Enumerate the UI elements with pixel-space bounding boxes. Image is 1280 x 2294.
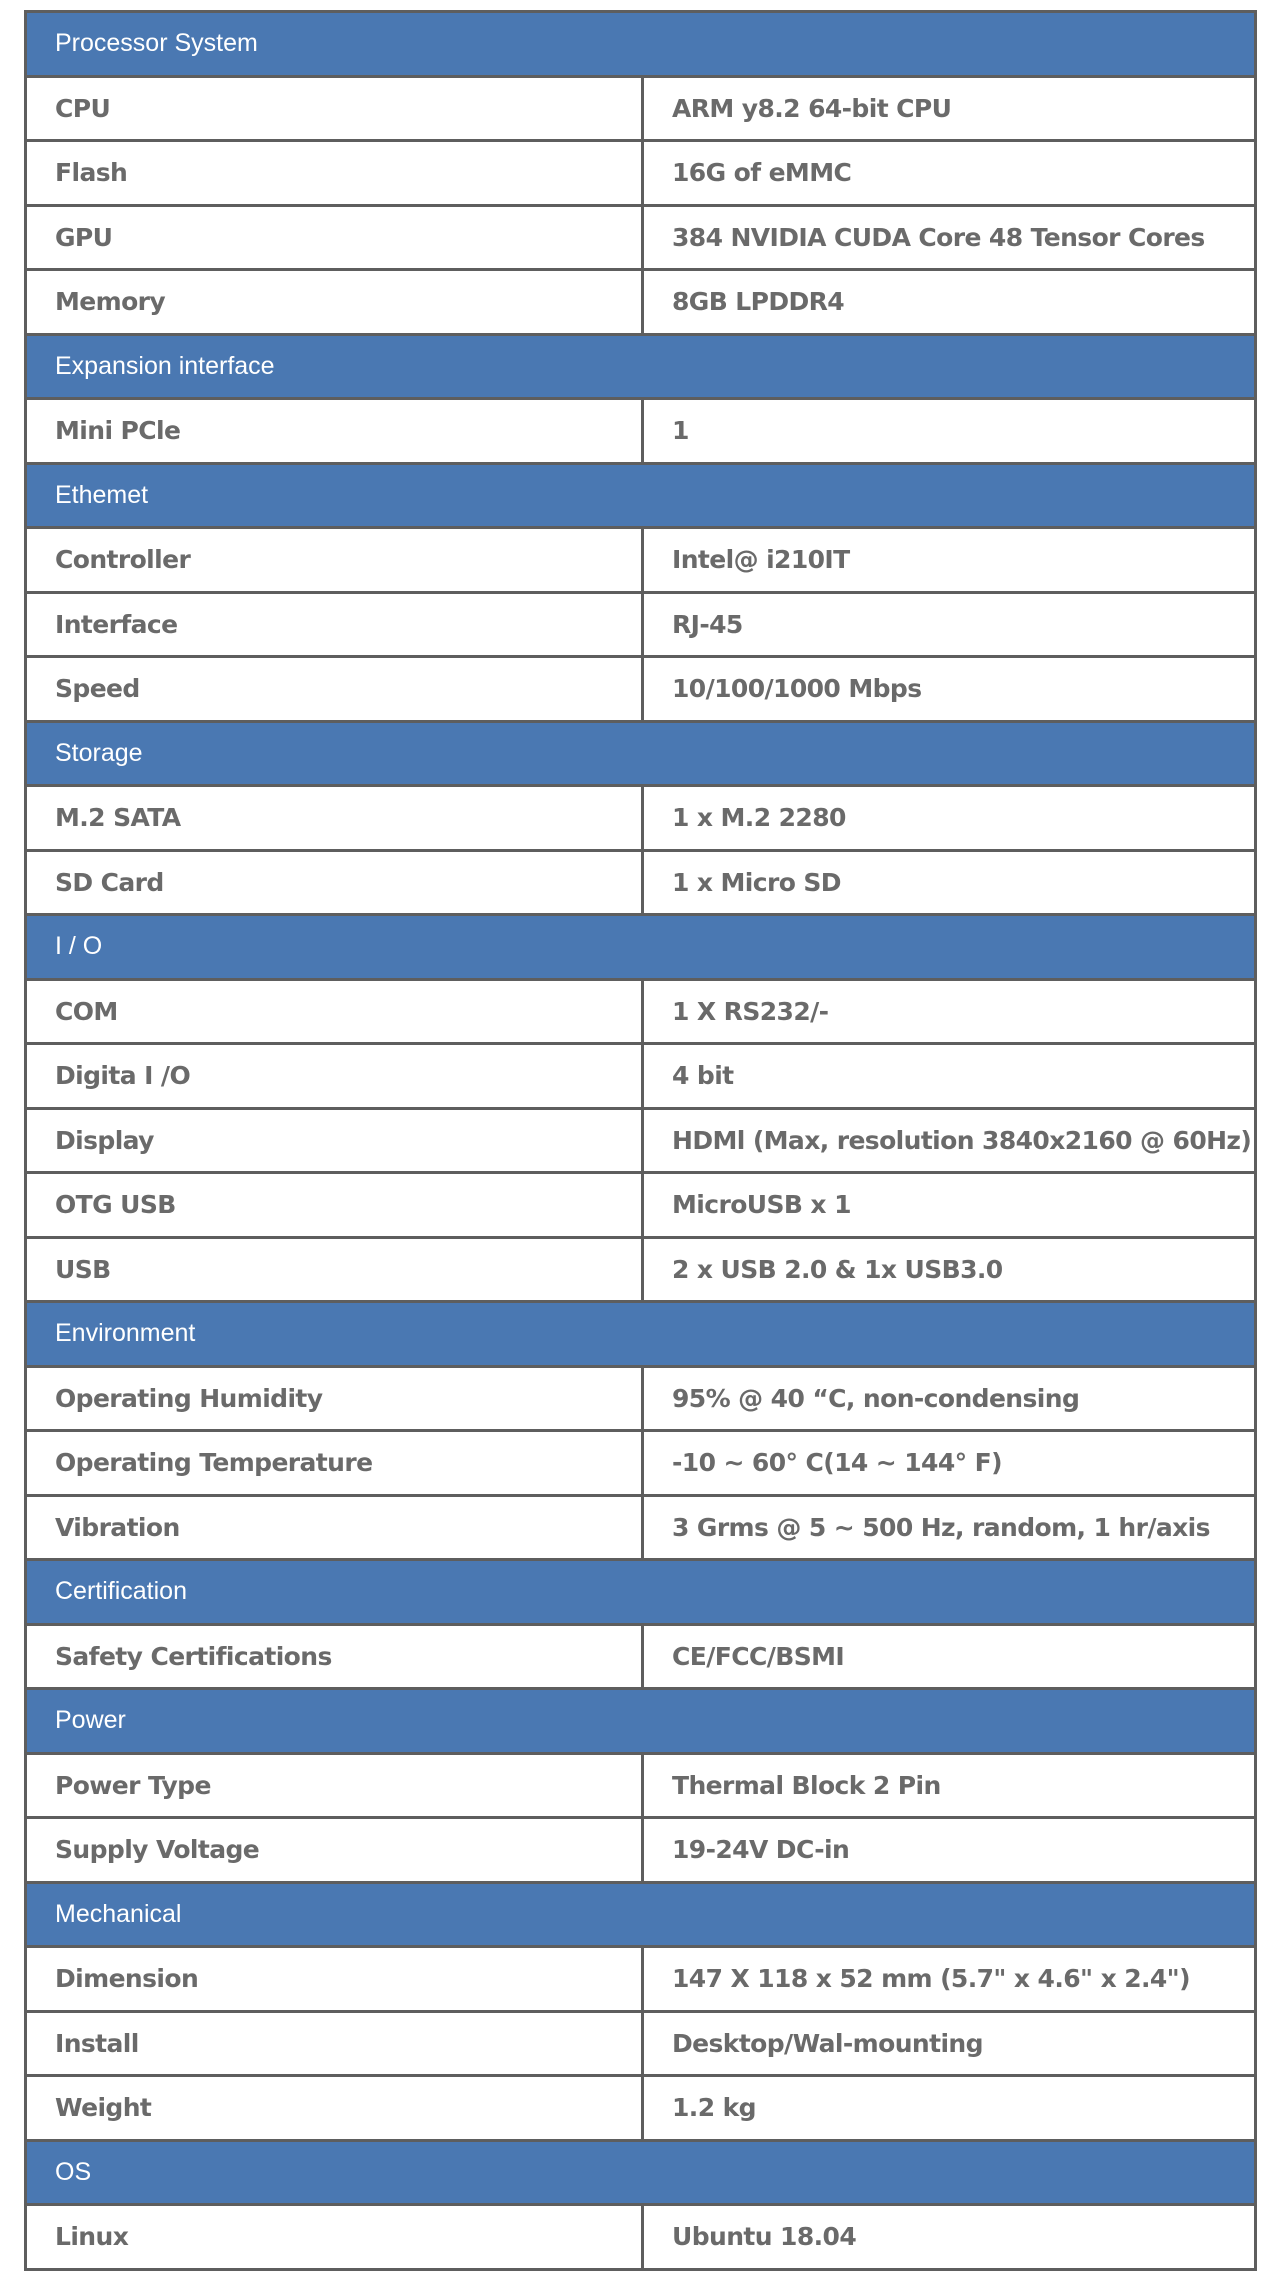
spec-label: Speed — [26, 657, 643, 722]
spec-label: Interface — [26, 592, 643, 657]
spec-label: Mini PCle — [26, 399, 643, 464]
spec-value: -10 ~ 60° C(14 ~ 144° F) — [643, 1431, 1256, 1496]
spec-row-power-type — [26, 1753, 1256, 1818]
spec-value: Desktop/Wal-mounting — [643, 2011, 1256, 2076]
spec-value: 147 X 118 x 52 mm (5.7" x 4.6" x 2.4") — [643, 1947, 1256, 2012]
spec-label: M.2 SATA — [26, 786, 643, 851]
spec-label: Power Type — [26, 1753, 643, 1818]
spec-row-mini-pcie — [26, 399, 1256, 464]
spec-value: CE/FCC/BSMI — [643, 1624, 1256, 1689]
spec-row-install — [26, 2011, 1256, 2076]
spec-row-gpu — [26, 205, 1256, 270]
section-header-os — [26, 2140, 1256, 2205]
spec-row-display — [26, 1108, 1256, 1173]
spec-value: 1 x Micro SD — [643, 850, 1256, 915]
spec-row-flash — [26, 141, 1256, 206]
spec-value: 1.2 kg — [643, 2076, 1256, 2141]
section-header-mechanical — [26, 1882, 1256, 1947]
spec-value: 8GB LPDDR4 — [643, 270, 1256, 335]
spec-label: Controller — [26, 528, 643, 593]
spec-label: Vibration — [26, 1495, 643, 1560]
spec-value: 1 X RS232/- — [643, 979, 1256, 1044]
spec-row-memory — [26, 270, 1256, 335]
spec-value: 95% @ 40 “C, non-condensing — [643, 1366, 1256, 1431]
section-header-expansion-interface — [26, 334, 1256, 399]
spec-value: ARM y8.2 64-bit CPU — [643, 76, 1256, 141]
spec-value: 2 x USB 2.0 & 1x USB3.0 — [643, 1237, 1256, 1302]
section-header-certification — [26, 1560, 1256, 1625]
spec-row-controller — [26, 528, 1256, 593]
spec-value: Ubuntu 18.04 — [643, 2205, 1256, 2270]
spec-label: Memory — [26, 270, 643, 335]
spec-row-weight — [26, 2076, 1256, 2141]
section-title: I / O — [26, 915, 1256, 980]
spec-value: 10/100/1000 Mbps — [643, 657, 1256, 722]
spec-table-body — [26, 12, 1256, 2270]
section-header-ethernet — [26, 463, 1256, 528]
spec-row-operating-humidity — [26, 1366, 1256, 1431]
spec-label: Operating Temperature — [26, 1431, 643, 1496]
section-title: Certification — [26, 1560, 1256, 1625]
spec-label: SD Card — [26, 850, 643, 915]
spec-value: 384 NVIDIA CUDA Core 48 Tensor Cores — [643, 205, 1256, 270]
spec-row-linux — [26, 2205, 1256, 2270]
spec-value: HDMl (Max, resolution 3840x2160 @ 60Hz) — [643, 1108, 1256, 1173]
spec-value: 4 bit — [643, 1044, 1256, 1109]
spec-row-dimension — [26, 1947, 1256, 2012]
spec-table — [24, 10, 1257, 2271]
spec-row-speed — [26, 657, 1256, 722]
spec-row-digital-io — [26, 1044, 1256, 1109]
spec-value: MicroUSB x 1 — [643, 1173, 1256, 1238]
section-title: Processor System — [26, 12, 1256, 77]
spec-value: 1 — [643, 399, 1256, 464]
spec-row-com — [26, 979, 1256, 1044]
spec-label: USB — [26, 1237, 643, 1302]
spec-label: Linux — [26, 2205, 643, 2270]
spec-label: Dimension — [26, 1947, 643, 2012]
spec-value: RJ-45 — [643, 592, 1256, 657]
spec-label: Install — [26, 2011, 643, 2076]
spec-row-interface — [26, 592, 1256, 657]
spec-row-vibration — [26, 1495, 1256, 1560]
section-title: Storage — [26, 721, 1256, 786]
section-header-power — [26, 1689, 1256, 1754]
spec-label: Supply Voltage — [26, 1818, 643, 1883]
spec-value: 16G of eMMC — [643, 141, 1256, 206]
spec-label: CPU — [26, 76, 643, 141]
spec-row-supply-voltage — [26, 1818, 1256, 1883]
section-title: OS — [26, 2140, 1256, 2205]
spec-row-sd-card — [26, 850, 1256, 915]
spec-value: Thermal Block 2 Pin — [643, 1753, 1256, 1818]
spec-label: Flash — [26, 141, 643, 206]
spec-value: 3 Grms @ 5 ~ 500 Hz, random, 1 hr/axis — [643, 1495, 1256, 1560]
section-title: Expansion interface — [26, 334, 1256, 399]
spec-value: 1 x M.2 2280 — [643, 786, 1256, 851]
section-title: Ethemet — [26, 463, 1256, 528]
section-title: Mechanical — [26, 1882, 1256, 1947]
spec-label: Safety Certifications — [26, 1624, 643, 1689]
spec-value: Intel@ i210IT — [643, 528, 1256, 593]
spec-row-operating-temperature — [26, 1431, 1256, 1496]
section-title: Power — [26, 1689, 1256, 1754]
section-header-io — [26, 915, 1256, 980]
section-header-environment — [26, 1302, 1256, 1367]
spec-label: Display — [26, 1108, 643, 1173]
spec-row-m2-sata — [26, 786, 1256, 851]
spec-row-safety-certifications — [26, 1624, 1256, 1689]
section-header-storage — [26, 721, 1256, 786]
spec-label: Digita I /O — [26, 1044, 643, 1109]
spec-row-otg-usb — [26, 1173, 1256, 1238]
spec-label: OTG USB — [26, 1173, 643, 1238]
spec-row-cpu — [26, 76, 1256, 141]
spec-label: Operating Humidity — [26, 1366, 643, 1431]
spec-row-usb — [26, 1237, 1256, 1302]
spec-label: GPU — [26, 205, 643, 270]
spec-value: 19-24V DC-in — [643, 1818, 1256, 1883]
spec-label: COM — [26, 979, 643, 1044]
spec-label: Weight — [26, 2076, 643, 2141]
section-title: Environment — [26, 1302, 1256, 1367]
section-header-processor-system — [26, 12, 1256, 77]
